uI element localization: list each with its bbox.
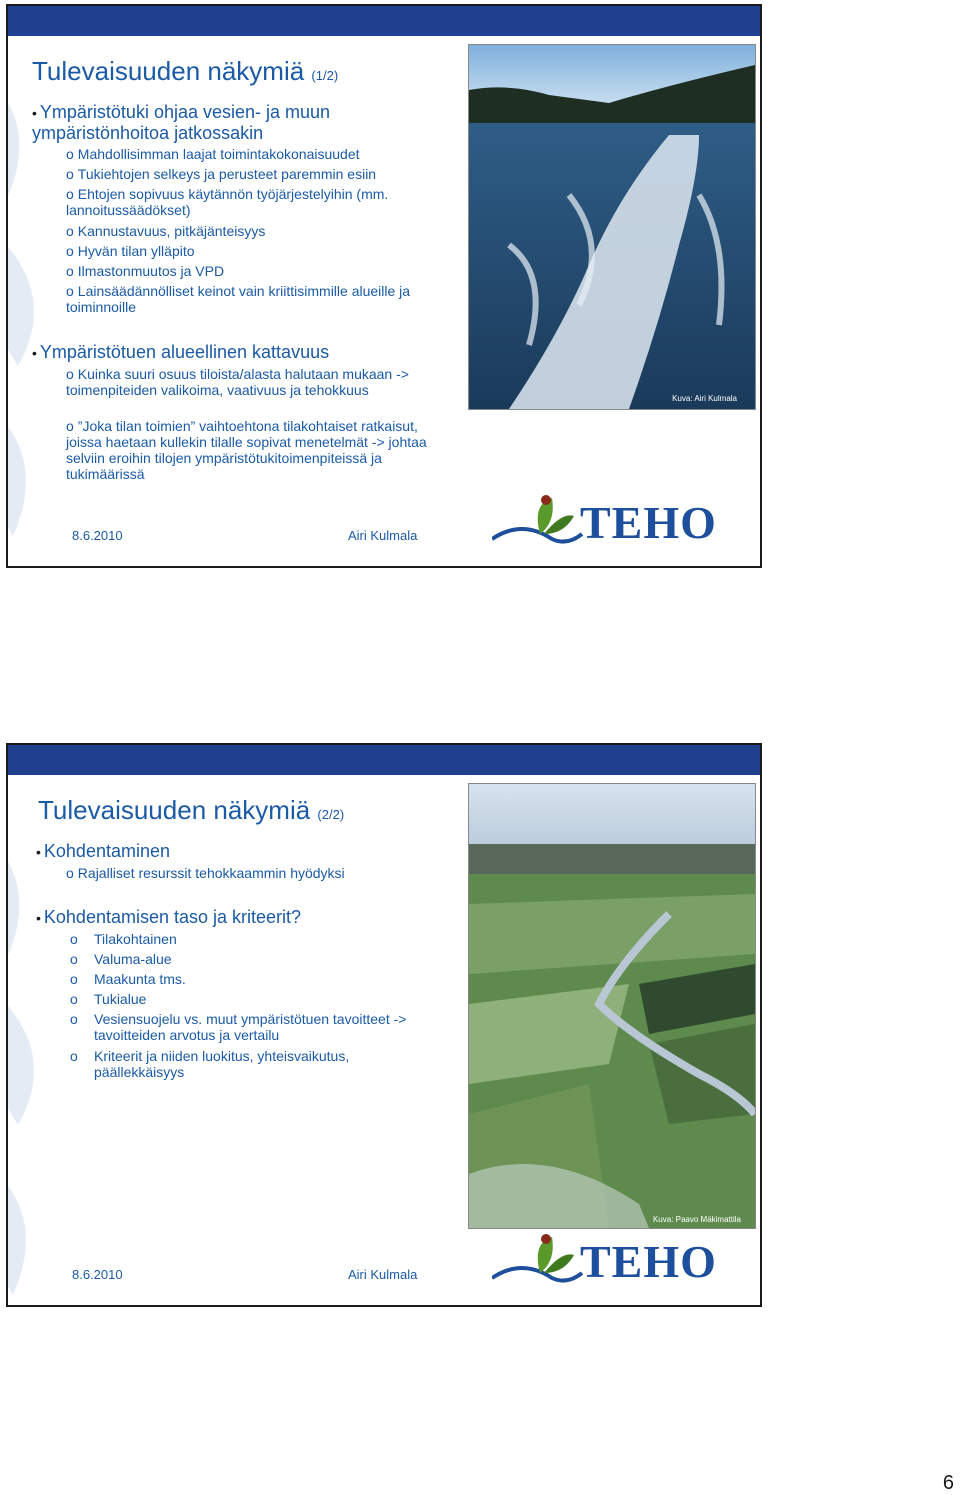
slide-title: Tulevaisuuden näkymiä (1/2)	[32, 56, 339, 86]
photo-credit: Kuva: Paavo Mäkimattila	[652, 1215, 741, 1224]
footer-author: Airi Kulmala	[348, 528, 418, 543]
slide-1	[6, 4, 762, 568]
sub-item: o Ilmastonmuutos ja VPD	[66, 263, 225, 279]
sub-item: o Kannustavuus, pitkäjänteisyys	[66, 223, 266, 239]
sub-item: o Ehtojen sopivuus käytännön työjärjestelyihin (mm. lannoitussäädökset)	[66, 186, 389, 218]
sub-item: o Kuinka suuri osuus tiloista/alasta halutaan mukaan -> toimenpiteiden valikoima, vaativuus ja tehokkuus	[66, 366, 409, 398]
teho-logo	[492, 494, 752, 554]
sub-item: o Hyvän tilan ylläpito	[66, 243, 195, 259]
sub-item: o Kriteerit ja niiden luokitus, yhteisvaikutus, päällekkäisyys	[70, 1048, 350, 1080]
sub-item: o Tukiehtojen selkeys ja perusteet paremmin esiin	[66, 166, 377, 182]
footer-date: 8.6.2010	[72, 528, 123, 543]
slide-2	[6, 743, 762, 1307]
aerial-landscape-photo	[468, 783, 756, 1229]
sub-item: o Vesiensuojelu vs. muut ympäristötuen tavoitteet -> tavoitteiden arvotus ja vertailu	[70, 1011, 407, 1043]
sub-item: o Tilakohtainen	[70, 931, 177, 947]
bullet-main: • Ympäristötuen alueellinen kattavuus	[32, 342, 330, 362]
sub-item: o Mahdollisimman laajat toimintakokonaisuudet	[66, 146, 360, 162]
logo-text: TEHO	[580, 1236, 717, 1287]
sub-item: o Maakunta tms.	[70, 971, 186, 987]
sub-item: o Tukialue	[70, 991, 147, 1007]
logo-text: TEHO	[580, 497, 717, 548]
water-wake-photo	[468, 44, 756, 410]
bullet-main: • Ympäristötuki ohjaa vesien- ja muun ympäristönhoitoa jatkossakin	[32, 102, 331, 143]
footer-author: Airi Kulmala	[348, 1267, 418, 1282]
sub-item: o Valuma-alue	[70, 951, 172, 967]
sub-item: o ”Joka tilan toimien” vaihtoehtona tilakohtaiset ratkaisut, joissa haetaan kullekin tilalle sopivat menetelmät -> johtaa selviin eroihin tilojen ympäristötukitoimenpiteissä ja tukimäärissä	[66, 418, 427, 482]
slide-header-bar	[8, 6, 760, 36]
slide-header-bar	[8, 745, 760, 775]
bullet-main: • Kohdentaminen	[36, 841, 171, 861]
slide-title: Tulevaisuuden näkymiä (2/2)	[38, 795, 345, 825]
footer-date: 8.6.2010	[72, 1267, 123, 1282]
teho-logo	[492, 1233, 752, 1293]
sub-item: o Rajalliset resurssit tehokkaammin hyödyksi	[66, 865, 345, 881]
page-number: 6	[942, 1472, 954, 1494]
bullet-main: • Kohdentamisen taso ja kriteerit?	[36, 907, 302, 927]
photo-credit: Kuva: Airi Kulmala	[672, 394, 737, 403]
sub-item: o Lainsäädännölliset keinot vain kriittisimmille alueille ja toiminnoille	[66, 283, 411, 315]
